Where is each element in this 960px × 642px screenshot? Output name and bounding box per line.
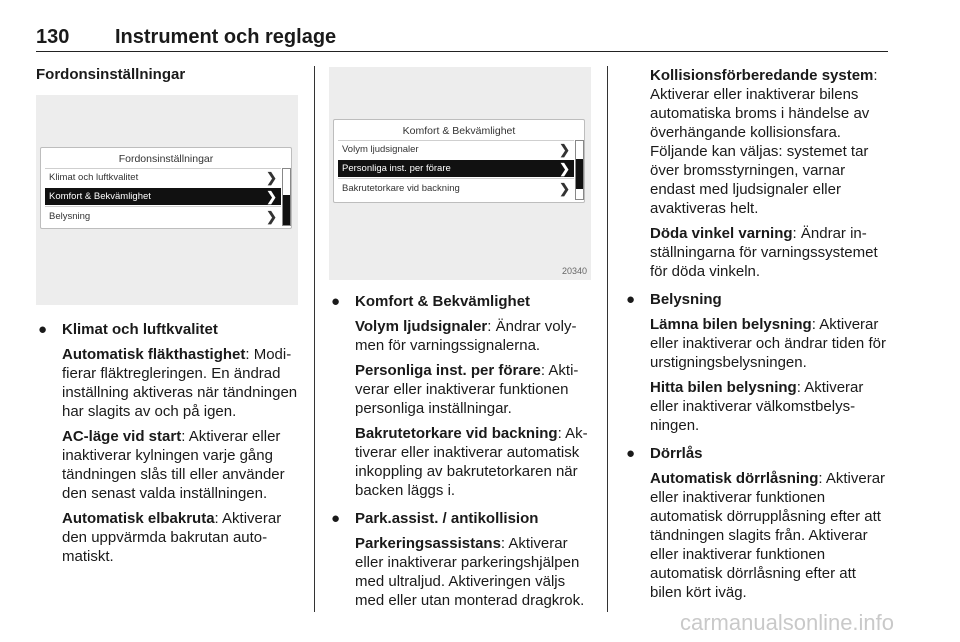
setting-description: : Aktiverar eller inaktiverar funktionen personliga inställningar.	[355, 362, 579, 417]
display-screen	[40, 147, 292, 229]
bullet-icon: ●	[331, 510, 341, 527]
page-header	[36, 28, 888, 52]
setting-entry	[355, 317, 595, 355]
display-screen-title: Komfort & Bekvämlighet	[402, 125, 516, 137]
setting-entry	[355, 361, 595, 418]
item-heading: Belysning	[650, 291, 722, 308]
menu-row-label: Volym ljudsignaler	[342, 144, 419, 155]
menu-row-personliga	[338, 160, 574, 177]
watermark: carmanualsonline.info	[680, 610, 895, 635]
setting-description: : Aktiverar eller inaktiverar och ändrar tiden för urstigningsbelysningen.	[650, 316, 886, 371]
setting-term: Automatisk elbakruta	[62, 510, 215, 527]
scrollbar-thumb	[576, 159, 583, 189]
setting-description: : Aktiverar eller inaktiverar välkomstbelysningen.	[650, 379, 864, 434]
menu-row-label: Personliga inst. per förare	[342, 163, 451, 174]
setting-term: Lämna bilen belysning	[650, 316, 812, 333]
page-number: 130	[36, 26, 70, 48]
setting-entry	[650, 378, 890, 435]
row-separator	[45, 206, 281, 207]
menu-row-label: Komfort & Bekvämlighet	[49, 191, 151, 202]
page-title: Instrument och reglage	[115, 26, 337, 48]
text-column-1	[36, 320, 304, 566]
setting-entry	[650, 224, 890, 281]
setting-entry	[650, 469, 890, 602]
display-screen-title: Fordonsinställningar	[118, 153, 214, 165]
setting-description: : Aktiverar eller inaktiverar funktionen automatisk dörrupplåsning efter att tändningen slagits från. Aktiverar eller inaktiverar funktionen automatisk dörrlåsning efter att bilen kört iväg.	[650, 470, 886, 601]
item-heading: Komfort & Bekvämlighet	[355, 293, 531, 310]
display-screen	[333, 119, 585, 203]
scrollbar	[575, 140, 584, 200]
setting-entry	[355, 534, 595, 610]
setting-term: Parkeringsassistans	[355, 535, 501, 552]
setting-entry	[355, 424, 595, 500]
menu-row-bakrutetorkare	[338, 180, 574, 197]
setting-term: Automatisk dörrlåsning	[650, 470, 819, 487]
chevron-right-icon: ❯	[559, 181, 570, 196]
setting-term: Hitta bilen belysning	[650, 379, 797, 396]
list-item-komfort	[329, 292, 595, 500]
display-photo-vehicle-settings	[36, 95, 298, 305]
setting-entry	[650, 66, 890, 218]
setting-description: : Modifierar fläktregleringen. En ändrad inställning aktiveras när tändningen har slagits av och på igen.	[62, 346, 298, 420]
item-heading: Klimat och luftkvalitet	[62, 321, 218, 338]
setting-term: Personliga inst. per förare	[355, 362, 541, 379]
list-item-klimat	[36, 320, 304, 566]
menu-row-label: Bakrutetorkare vid backning	[342, 183, 460, 194]
setting-term: Döda vinkel varning	[650, 225, 793, 242]
column-divider-2	[607, 66, 608, 612]
scrollbar	[282, 168, 291, 226]
bullet-icon: ●	[626, 445, 636, 462]
setting-entry	[650, 315, 890, 372]
menu-row-komfort	[45, 188, 281, 205]
bullet-icon: ●	[331, 293, 341, 310]
section-title: Fordonsinställningar	[36, 66, 186, 83]
setting-entry	[62, 345, 304, 421]
setting-description: : Ändrar inställningarna för varningssystemet för döda vinkeln.	[650, 225, 878, 280]
list-item-kollision-continued	[624, 66, 890, 281]
setting-description: : Aktiverar eller inaktiverar kylningen varje gång tändningen slås till eller använder den senast valda inställningen.	[62, 428, 285, 502]
chevron-right-icon: ❯	[266, 209, 277, 224]
setting-term: AC-läge vid start	[62, 428, 182, 445]
text-column-3	[624, 66, 890, 602]
chevron-right-icon: ❯	[559, 142, 570, 157]
menu-row-belysning	[45, 208, 281, 225]
chevron-right-icon: ❯	[266, 170, 277, 185]
list-item-dorrlas	[624, 444, 890, 602]
setting-description: : Aktiverar eller inaktiverar bilens automatiska broms i händelse av överhängande kollisionsfara. Följande kan väljas: systemet tar över bromsstyrningen, varnar endast med ljudsignaler eller avaktiveras helt.	[650, 67, 878, 217]
setting-entry	[62, 427, 304, 503]
chevron-right-icon: ❯	[559, 161, 570, 176]
bullet-icon: ●	[38, 321, 48, 338]
setting-entry	[62, 509, 304, 566]
column-divider-1	[314, 66, 315, 612]
image-code: 20340	[561, 266, 587, 276]
setting-description: : Aktiverar eller inaktiverar parkeringshjälpen med ultraljud. Aktiveringen väljs med eller utan monterad dragkrok.	[355, 535, 585, 609]
display-photo-comfort	[329, 67, 591, 280]
setting-term: Automatisk fläkthastighet	[62, 346, 246, 363]
item-heading: Dörrlås	[650, 445, 703, 462]
text-column-2	[329, 292, 595, 610]
chevron-right-icon: ❯	[266, 189, 277, 204]
scrollbar-thumb	[283, 195, 290, 225]
setting-term: Bakrutetorkare vid backning	[355, 425, 558, 442]
list-item-belysning	[624, 290, 890, 435]
menu-row-label: Belysning	[49, 211, 91, 222]
menu-row-klimat	[45, 169, 281, 186]
list-item-park-assist	[329, 509, 595, 610]
item-heading: Park.assist. / antikollision	[355, 510, 539, 527]
setting-description: : Aktiverar den uppvärmda bakrutan automatiskt.	[62, 510, 282, 565]
row-separator	[338, 178, 574, 179]
setting-description: : Ändrar volymen för varningssignalerna.	[355, 318, 577, 354]
setting-description: : Aktiverar eller inaktiverar automatisk inkoppling av bakrutetorkaren när backen läggs i.	[355, 425, 588, 499]
setting-term: Kollisionsförberedande system	[650, 67, 874, 84]
setting-term: Volym ljudsignaler	[355, 318, 488, 335]
menu-row-label: Klimat och luftkvalitet	[49, 172, 139, 183]
menu-row-volym	[338, 141, 574, 158]
bullet-icon: ●	[626, 291, 636, 308]
